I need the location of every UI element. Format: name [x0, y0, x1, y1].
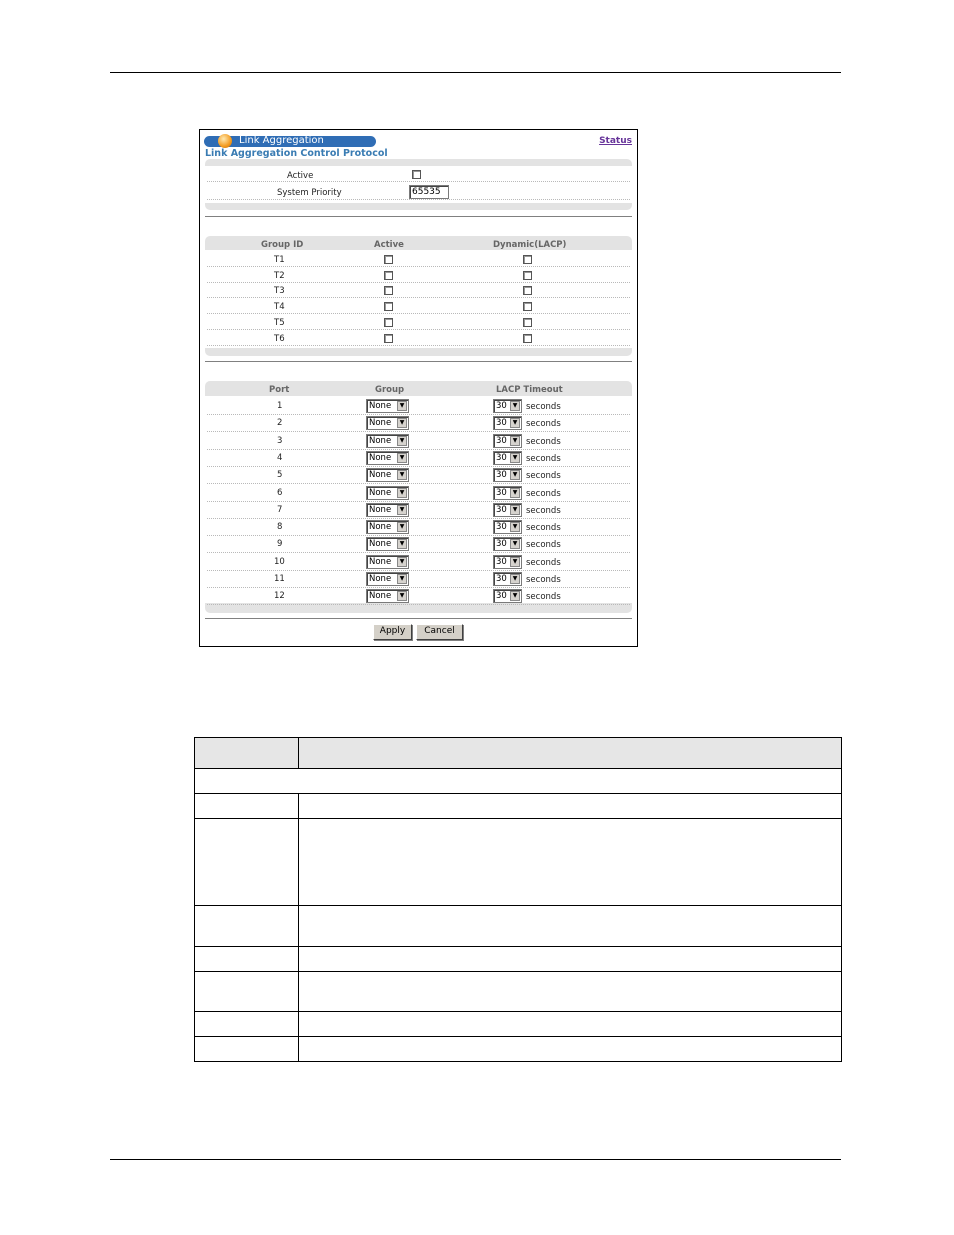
chevron-down-icon: ▼	[510, 401, 520, 411]
group-id-cell: T6	[274, 333, 285, 344]
lacp-timeout-select[interactable]	[493, 589, 522, 603]
chevron-down-icon: ▼	[397, 574, 407, 584]
chevron-down-icon: ▼	[510, 470, 520, 480]
link-aggregation-screen	[199, 129, 638, 647]
group-active-checkbox[interactable]	[384, 302, 393, 311]
lacp-timeout-select[interactable]	[493, 555, 522, 569]
group-select-value: None	[369, 435, 392, 446]
port-number-cell: 1	[277, 401, 283, 411]
lacp-timeout-select[interactable]	[493, 572, 522, 586]
row-divider	[207, 518, 630, 519]
lacp-timeout-select[interactable]	[493, 520, 522, 534]
row-divider	[207, 297, 630, 298]
port-number-cell: 12	[274, 591, 285, 602]
group-select-value: None	[369, 470, 392, 481]
row-divider	[207, 587, 630, 588]
chevron-down-icon: ▼	[510, 418, 520, 428]
timeout-unit-label: seconds	[526, 557, 561, 568]
table-cell	[299, 794, 842, 819]
table-header-label	[195, 738, 299, 769]
port-number-cell: 5	[277, 470, 283, 481]
chevron-down-icon: ▼	[510, 522, 520, 532]
group-dynamic-checkbox[interactable]	[523, 255, 532, 264]
lacp-timeout-value: 30	[496, 539, 507, 550]
group-select-value: None	[369, 574, 392, 584]
group-active-checkbox[interactable]	[384, 286, 393, 295]
status-link[interactable]: Status	[599, 136, 632, 146]
table-cell	[195, 1037, 299, 1062]
row-divider	[207, 345, 630, 346]
lacp-timeout-value: 30	[496, 452, 507, 463]
timeout-unit-label: seconds	[526, 471, 561, 482]
group-select-value: None	[369, 504, 392, 515]
header-rule	[110, 72, 841, 73]
lacp-timeout-value: 30	[496, 487, 507, 498]
port-number-cell: 10	[274, 556, 285, 567]
group-select[interactable]	[366, 468, 409, 482]
table-cell	[299, 1012, 842, 1037]
group-select-value: None	[369, 418, 392, 429]
section-title: Link Aggregation Control Protocol	[205, 148, 388, 159]
timeout-unit-label: seconds	[526, 592, 561, 603]
chevron-down-icon: ▼	[397, 488, 407, 498]
group-active-checkbox[interactable]	[384, 271, 393, 280]
row-divider	[207, 466, 630, 467]
group-select-value: None	[369, 452, 392, 463]
chevron-down-icon: ▼	[510, 453, 520, 463]
group-select-value: None	[369, 591, 392, 602]
row-divider	[207, 552, 630, 553]
group-id-cell: T1	[274, 255, 285, 265]
lacp-timeout-value: 30	[496, 401, 507, 411]
row-divider	[207, 329, 630, 330]
group-select-value: None	[369, 539, 392, 550]
lacp-timeout-value: 30	[496, 435, 507, 446]
table-cell	[195, 819, 299, 906]
group-select[interactable]	[366, 503, 409, 517]
lacp-timeout-select[interactable]	[493, 537, 522, 551]
row-divider	[207, 282, 630, 283]
chevron-down-icon: ▼	[397, 418, 407, 428]
row-divider	[207, 181, 630, 182]
group-select-value: None	[369, 522, 392, 533]
row-divider	[207, 199, 630, 200]
table-cell	[195, 794, 299, 819]
chevron-down-icon: ▼	[397, 470, 407, 480]
port-header: Port	[269, 385, 290, 395]
timeout-unit-label: seconds	[526, 523, 561, 534]
port-number-cell: 8	[277, 522, 283, 533]
group-select[interactable]	[366, 520, 409, 534]
group-id-cell: T4	[274, 302, 285, 313]
table-cell	[299, 819, 842, 906]
group-active-checkbox[interactable]	[384, 318, 393, 327]
port-number-cell: 7	[277, 504, 283, 515]
table-cell	[299, 1037, 842, 1062]
group-select[interactable]	[366, 486, 409, 500]
timeout-unit-label: seconds	[526, 505, 561, 516]
chevron-down-icon: ▼	[397, 505, 407, 515]
chevron-down-icon: ▼	[397, 557, 407, 567]
timeout-unit-label: seconds	[526, 540, 561, 551]
table-cell	[299, 947, 842, 972]
lacp-timeout-select[interactable]	[493, 399, 522, 413]
group-active-header: Active	[374, 240, 404, 250]
row-divider	[207, 431, 630, 432]
chevron-down-icon: ▼	[510, 488, 520, 498]
lacp-timeout-select[interactable]	[493, 451, 522, 465]
row-divider	[207, 604, 630, 605]
table-cell	[299, 972, 842, 1012]
description-table	[194, 737, 842, 1062]
apply-button[interactable]: Apply	[373, 624, 412, 640]
title-bar	[204, 136, 376, 147]
table-cell	[195, 1012, 299, 1037]
lacp-timeout-select[interactable]	[493, 434, 522, 448]
table-cell	[195, 906, 299, 947]
group-active-checkbox[interactable]	[384, 255, 393, 264]
lacp-timeout-value: 30	[496, 522, 507, 533]
chevron-down-icon: ▼	[510, 505, 520, 515]
table-header-description	[299, 738, 842, 769]
row-divider	[207, 266, 630, 267]
lacp-active-checkbox[interactable]	[412, 170, 421, 179]
lacp-timeout-select[interactable]	[493, 503, 522, 517]
system-priority-input[interactable]: 65535	[409, 185, 449, 199]
group-id-cell: T3	[274, 286, 285, 297]
row-divider	[207, 414, 630, 415]
chevron-down-icon: ▼	[510, 591, 520, 601]
separator	[205, 618, 632, 619]
group-id-header: Group ID	[261, 240, 304, 250]
chevron-down-icon: ▼	[397, 539, 407, 549]
group-select[interactable]	[366, 589, 409, 603]
group-select[interactable]	[366, 434, 409, 448]
group-select[interactable]	[366, 572, 409, 586]
group-select-value: None	[369, 487, 392, 498]
lacp-timeout-value: 30	[496, 556, 507, 567]
group-dynamic-checkbox[interactable]	[523, 302, 532, 311]
lacp-timeout-value: 30	[496, 591, 507, 602]
timeout-unit-label: seconds	[526, 488, 561, 499]
group-dynamic-header: Dynamic(LACP)	[493, 240, 567, 250]
page-title: Link Aggregation	[239, 135, 324, 146]
lacp-timeout-value: 30	[496, 504, 507, 515]
row-divider	[207, 313, 630, 314]
lacp-active-label: Active	[287, 171, 314, 181]
lacp-timeout-select[interactable]	[493, 486, 522, 500]
row-divider	[207, 449, 630, 450]
group-select-value: None	[369, 556, 392, 567]
group-dynamic-checkbox[interactable]	[523, 334, 532, 343]
lacp-timeout-select[interactable]	[493, 468, 522, 482]
system-priority-label: System Priority	[277, 188, 342, 198]
group-dynamic-checkbox[interactable]	[523, 286, 532, 295]
timeout-unit-label: seconds	[526, 436, 561, 447]
row-divider	[207, 570, 630, 571]
lacp-timeout-value: 30	[496, 470, 507, 481]
port-number-cell: 2	[277, 418, 283, 429]
separator	[205, 361, 632, 362]
table-row	[195, 769, 842, 794]
group-dynamic-checkbox[interactable]	[523, 271, 532, 280]
row-divider	[207, 501, 630, 502]
globe-icon	[218, 134, 232, 148]
lacp-timeout-value: 30	[496, 418, 507, 429]
timeout-unit-label: seconds	[526, 575, 561, 585]
table-cell	[299, 906, 842, 947]
port-number-cell: 11	[274, 574, 285, 584]
chevron-down-icon: ▼	[397, 436, 407, 446]
port-number-cell: 4	[277, 452, 283, 463]
group-select[interactable]	[366, 399, 409, 413]
group-select[interactable]	[366, 416, 409, 430]
group-select[interactable]	[366, 555, 409, 569]
timeout-unit-label: seconds	[526, 419, 561, 430]
lacp-timeout-value: 30	[496, 574, 507, 584]
footer-rule	[110, 1159, 841, 1160]
lacp-timeout-header: LACP Timeout	[496, 385, 563, 395]
row-divider	[207, 483, 630, 484]
lacp-timeout-select[interactable]	[493, 416, 522, 430]
port-number-cell: 6	[277, 487, 283, 498]
separator	[205, 216, 632, 217]
timeout-unit-label: seconds	[526, 453, 561, 464]
group-header: Group	[375, 385, 405, 395]
timeout-unit-label: seconds	[526, 402, 561, 412]
chevron-down-icon: ▼	[510, 574, 520, 584]
group-active-checkbox[interactable]	[384, 334, 393, 343]
group-select[interactable]	[366, 537, 409, 551]
cancel-button[interactable]: Cancel	[416, 624, 463, 640]
table-cell	[195, 947, 299, 972]
chevron-down-icon: ▼	[510, 557, 520, 567]
table-cell	[195, 972, 299, 1012]
group-select-value: None	[369, 401, 392, 411]
chevron-down-icon: ▼	[397, 591, 407, 601]
chevron-down-icon: ▼	[510, 539, 520, 549]
chevron-down-icon: ▼	[397, 401, 407, 411]
chevron-down-icon: ▼	[510, 436, 520, 446]
port-number-cell: 9	[277, 539, 283, 550]
chevron-down-icon: ▼	[397, 522, 407, 532]
group-dynamic-checkbox[interactable]	[523, 318, 532, 327]
group-id-cell: T2	[274, 270, 285, 281]
group-select[interactable]	[366, 451, 409, 465]
port-number-cell: 3	[277, 435, 283, 446]
group-id-cell: T5	[274, 317, 285, 328]
row-divider	[207, 535, 630, 536]
chevron-down-icon: ▼	[397, 453, 407, 463]
